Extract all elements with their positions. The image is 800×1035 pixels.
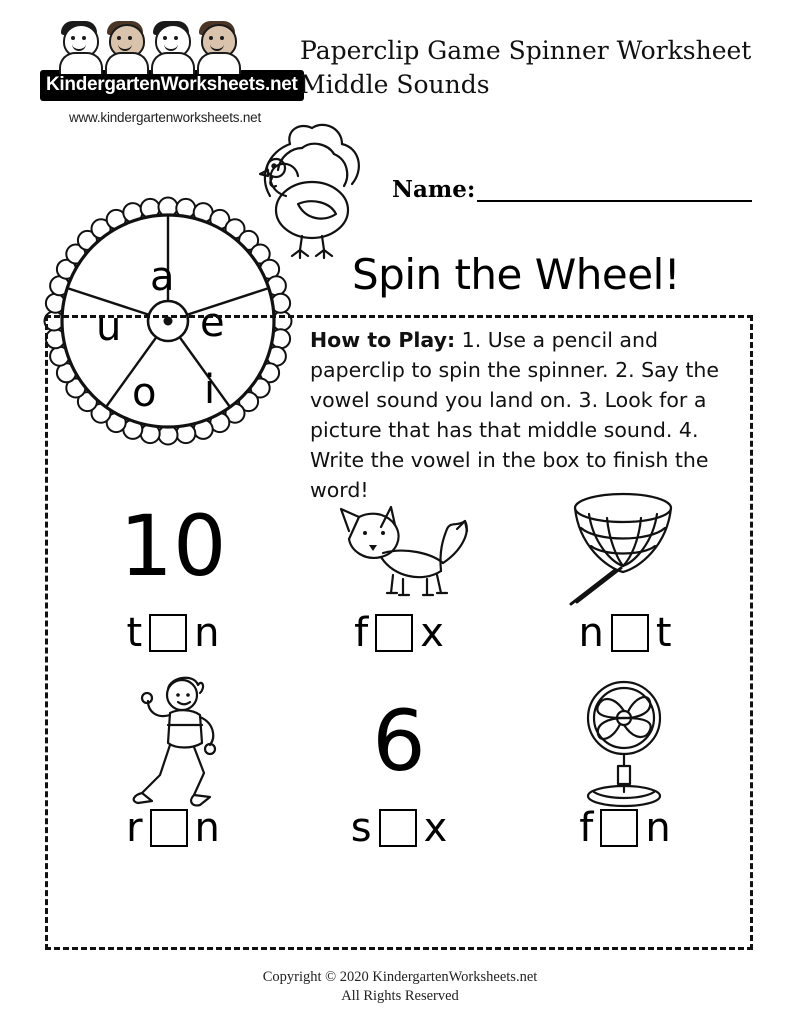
fox-icon xyxy=(314,480,484,612)
footer xyxy=(0,968,800,1006)
rights-line: All Rights Reserved xyxy=(341,988,459,1004)
answer-box-2[interactable] xyxy=(375,614,413,652)
word-net-after: t xyxy=(655,610,672,656)
grid-cell-fox xyxy=(286,480,512,675)
answer-box-6[interactable] xyxy=(600,809,638,847)
word-fan-after: n xyxy=(645,805,671,851)
word-run-after: n xyxy=(194,805,220,851)
word-run[interactable] xyxy=(126,807,220,849)
grid-row-1 xyxy=(60,480,740,675)
net-icon xyxy=(540,480,710,612)
word-run-before: r xyxy=(126,805,143,851)
word-six[interactable] xyxy=(351,807,448,849)
answer-box-3[interactable] xyxy=(611,614,649,652)
copyright-line: Copyright © 2020 KindergartenWorksheets.net xyxy=(262,969,538,985)
word-six-after: x xyxy=(423,805,448,851)
grid-cell-run xyxy=(60,675,286,870)
answer-box-5[interactable] xyxy=(379,809,417,847)
site-logo xyxy=(40,22,298,125)
spinner-letter-o: o xyxy=(132,370,157,416)
how-to-play-text: 1. Use a pencil and paperclip to spin the spinner. 2. Say the vowel sound you land on. 3. Look for a picture that has that middle sound. 4. Write the vowel in the box to finish the word! xyxy=(310,328,720,502)
title-line-1: Paperclip Game Spinner Worksheet xyxy=(300,36,752,65)
fan-icon xyxy=(540,675,710,807)
grid-row-2 xyxy=(60,675,740,870)
kid-figure-1 xyxy=(57,22,101,70)
six-number xyxy=(314,675,484,807)
name-label: Name: xyxy=(392,176,476,203)
word-fox[interactable] xyxy=(354,612,444,654)
grid-cell-ten xyxy=(60,480,286,675)
how-to-play-label: How to Play: xyxy=(310,328,456,352)
grid-cell-net xyxy=(512,480,738,675)
word-fox-before: f xyxy=(354,610,369,656)
word-fan-before: f xyxy=(579,805,594,851)
spinner-letter-e: e xyxy=(200,300,225,346)
word-picture-grid xyxy=(60,480,740,870)
title-line-2: Middle Sounds xyxy=(300,70,490,99)
page-title xyxy=(300,34,770,102)
running-boy-icon xyxy=(88,675,258,807)
logo-wordmark: KindergartenWorksheets.net xyxy=(40,70,304,101)
word-net[interactable] xyxy=(578,612,671,654)
name-field[interactable] xyxy=(392,178,752,202)
kid-figure-4 xyxy=(195,22,239,70)
spinner-letter-a: a xyxy=(150,254,175,300)
kid-figure-2 xyxy=(103,22,147,70)
kids-illustration xyxy=(45,22,285,74)
word-six-before: s xyxy=(350,805,372,851)
answer-box-4[interactable] xyxy=(150,809,188,847)
how-to-play-instructions xyxy=(310,325,750,505)
grid-cell-fan xyxy=(512,675,738,870)
answer-box-1[interactable] xyxy=(149,614,187,652)
spinner-letter-i: i xyxy=(204,367,216,413)
word-fox-after: x xyxy=(420,610,444,656)
word-net-before: n xyxy=(578,610,604,656)
site-url: www.kindergartenworksheets.net xyxy=(68,110,262,125)
ten-number-text: 10 xyxy=(119,497,227,595)
six-number-text: 6 xyxy=(372,692,426,790)
word-ten-before: t xyxy=(126,610,143,656)
word-ten[interactable] xyxy=(126,612,219,654)
spinner-letter-u: u xyxy=(96,304,122,350)
word-ten-after: n xyxy=(194,610,220,656)
kid-figure-3 xyxy=(149,22,193,70)
ten-number xyxy=(88,480,258,612)
word-fan[interactable] xyxy=(579,807,670,849)
spin-the-wheel-heading: Spin the Wheel! xyxy=(352,250,681,299)
name-input-line[interactable] xyxy=(477,180,752,202)
grid-cell-six xyxy=(286,675,512,870)
